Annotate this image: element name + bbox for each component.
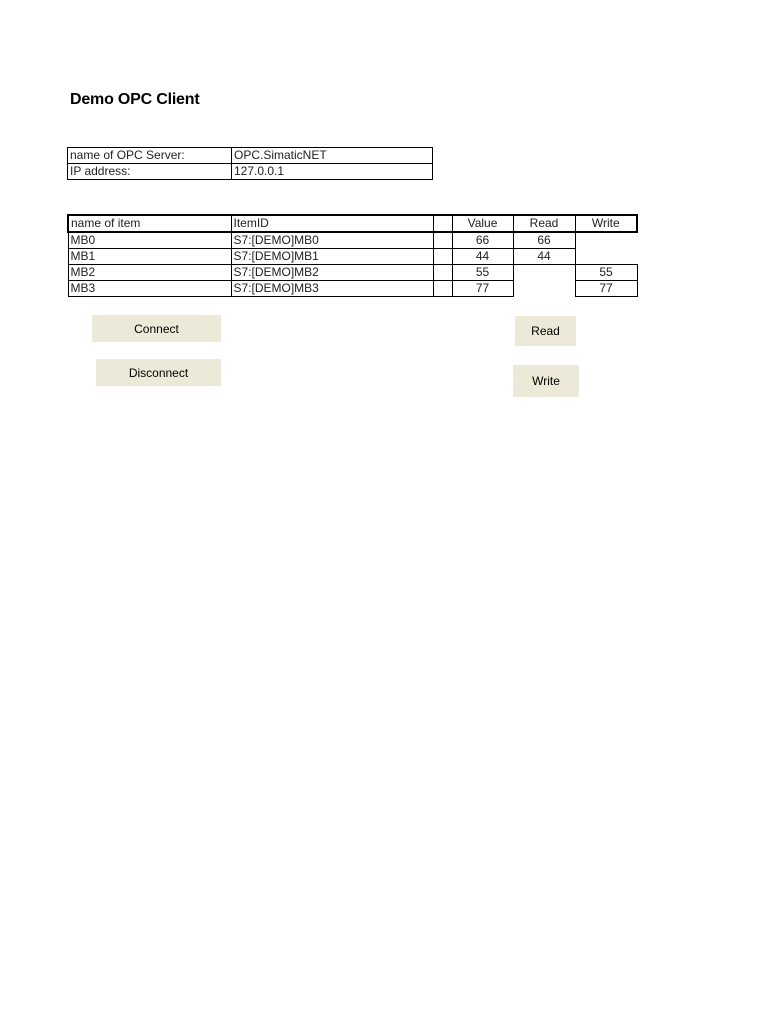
- read-button[interactable]: Read: [515, 316, 576, 346]
- server-name-label: name of OPC Server:: [68, 148, 232, 164]
- item-value-cell[interactable]: 44: [452, 249, 513, 265]
- header-write: Write: [575, 215, 637, 232]
- item-write-cell[interactable]: [575, 232, 637, 249]
- item-value-cell[interactable]: 55: [452, 265, 513, 281]
- ip-address-row: [68, 164, 433, 180]
- table-row: [68, 249, 637, 265]
- item-read-cell[interactable]: 66: [513, 232, 575, 249]
- item-read-cell[interactable]: 44: [513, 249, 575, 265]
- ip-address-label: IP address:: [68, 164, 232, 180]
- item-value-cell[interactable]: 77: [452, 281, 513, 297]
- connect-button[interactable]: Connect: [92, 315, 221, 342]
- header-item-id: ItemID: [231, 215, 433, 232]
- header-value: Value: [452, 215, 513, 232]
- server-name-row: [68, 148, 433, 164]
- blank-cell[interactable]: [433, 281, 452, 297]
- item-value-cell[interactable]: 66: [452, 232, 513, 249]
- item-write-cell[interactable]: 55: [575, 265, 637, 281]
- item-read-cell[interactable]: [513, 281, 575, 297]
- page-title: Demo OPC Client: [70, 91, 200, 108]
- item-id-cell[interactable]: S7:[DEMO]MB2: [231, 265, 433, 281]
- blank-cell[interactable]: [433, 232, 452, 249]
- table-header-row: [68, 215, 637, 232]
- table-row: [68, 232, 637, 249]
- item-name-cell[interactable]: MB2: [68, 265, 231, 281]
- disconnect-button[interactable]: Disconnect: [96, 359, 221, 386]
- blank-cell[interactable]: [433, 249, 452, 265]
- server-name-cell[interactable]: OPC.SimaticNET: [232, 148, 433, 164]
- server-info-table: [67, 147, 433, 180]
- write-button[interactable]: Write: [513, 365, 579, 397]
- item-id-cell[interactable]: S7:[DEMO]MB3: [231, 281, 433, 297]
- item-write-cell[interactable]: [575, 249, 637, 265]
- item-id-cell[interactable]: S7:[DEMO]MB1: [231, 249, 433, 265]
- blank-cell[interactable]: [433, 265, 452, 281]
- header-read: Read: [513, 215, 575, 232]
- ip-address-cell[interactable]: 127.0.0.1: [232, 164, 433, 180]
- item-write-cell[interactable]: 77: [575, 281, 637, 297]
- item-name-cell[interactable]: MB3: [68, 281, 231, 297]
- header-blank: [433, 215, 452, 232]
- item-read-cell[interactable]: [513, 265, 575, 281]
- table-row: [68, 265, 637, 281]
- items-table: [67, 214, 638, 297]
- item-name-cell[interactable]: MB0: [68, 232, 231, 249]
- header-name-of-item: name of item: [68, 215, 231, 232]
- table-row: [68, 281, 637, 297]
- item-id-cell[interactable]: S7:[DEMO]MB0: [231, 232, 433, 249]
- item-name-cell[interactable]: MB1: [68, 249, 231, 265]
